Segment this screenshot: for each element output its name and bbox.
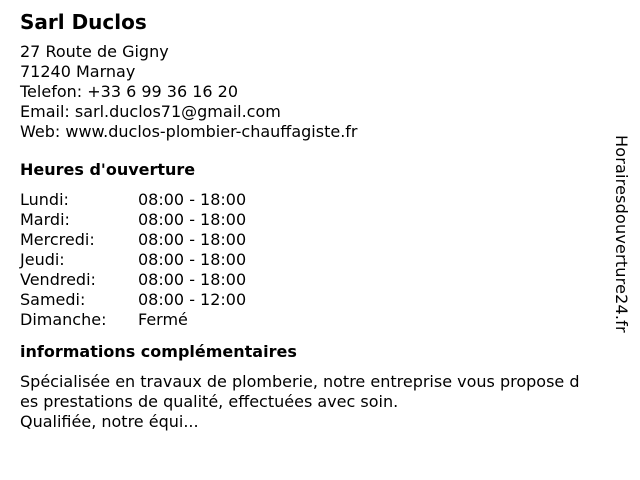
time-value: 08:00 - 18:00: [138, 270, 247, 289]
time-value: 08:00 - 18:00: [138, 250, 247, 269]
additional-info-line-2: es prestations de qualité, effectuées avec soin.: [20, 392, 399, 411]
time-value: Fermé: [138, 310, 188, 329]
hours-row-friday: [20, 270, 620, 290]
additional-info-text: [20, 372, 625, 432]
business-name: Sarl Duclos: [20, 10, 147, 34]
watermark-site-name: Horairesdouverture24.fr: [612, 135, 631, 333]
business-card: [20, 10, 620, 432]
day-label: Lundi:: [20, 190, 69, 209]
hours-row-thursday: [20, 250, 620, 270]
opening-hours-list: [20, 190, 620, 330]
address-line-2: 71240 Marnay: [20, 62, 136, 81]
time-value: 08:00 - 18:00: [138, 210, 247, 229]
time-value: 08:00 - 18:00: [138, 190, 247, 209]
address-line-1: 27 Route de Gigny: [20, 42, 169, 61]
day-label: Samedi:: [20, 290, 86, 309]
day-label: Mardi:: [20, 210, 70, 229]
website-text: Web: www.duclos-plombier-chauffagiste.fr: [20, 122, 358, 141]
hours-row-saturday: [20, 290, 620, 310]
hours-row-wednesday: [20, 230, 620, 250]
phone-text: Telefon: +33 6 99 36 16 20: [20, 82, 239, 101]
time-value: 08:00 - 18:00: [138, 230, 247, 249]
hours-row-monday: [20, 190, 620, 210]
additional-info-title: informations complémentaires: [20, 342, 297, 361]
day-label: Dimanche:: [20, 310, 107, 329]
time-value: 08:00 - 12:00: [138, 290, 247, 309]
day-label: Vendredi:: [20, 270, 96, 289]
additional-info-line-1: Spécialisée en travaux de plomberie, notre entreprise vous propose d: [20, 372, 580, 391]
email-text: Email: sarl.duclos71@gmail.com: [20, 102, 281, 121]
additional-info-line-3: Qualifiée, notre équi...: [20, 412, 199, 431]
opening-hours-title: Heures d'ouverture: [20, 160, 196, 179]
day-label: Jeudi:: [20, 250, 65, 269]
hours-row-sunday: [20, 310, 620, 330]
hours-row-tuesday: [20, 210, 620, 230]
day-label: Mercredi:: [20, 230, 95, 249]
